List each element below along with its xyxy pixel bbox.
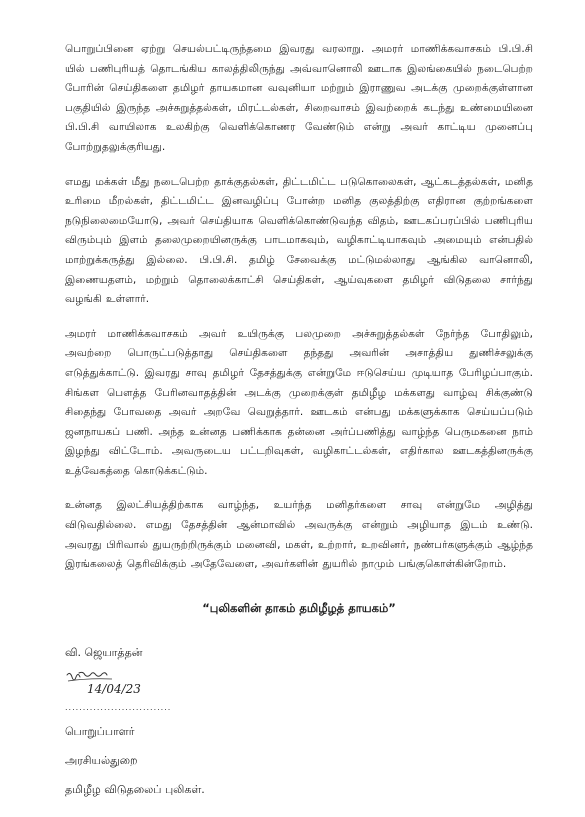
paragraph-4: உன்னத இலட்சியத்திற்காக வாழ்ந்த, உயர்ந்த மனிதர்களை சாவு என்றுமே அழித்து விடுவதில்லை. எமது தேசத்தின் ஆன்மாவில் அவருக்கு என்றும் அழியாத இடம் உண்டு. அவரது பிரிவால் துயருற்றிருக்கும் மனைவி, மகள், உற்றார், உறவினர், நண்பர்களுக்கும் ஆழ்ந்த இரங்கலைத் தெரிவிக்கும் அதேவேளை, அவர்களின் துயரில் நாமும் பங்குகொள்கின்றோம்.: [65, 499, 533, 571]
paragraph-3: அமரர் மாணிக்கவாசகம் அவர் உயிருக்கு பலமுறை அச்சுறுத்தல்கள் நேர்ந்த போதிலும், அவற்றை பொருட்படுத்தாது செய்திகளை தந்தது அவரின் அசாத்திய துணிச்சலுக்கு எடுத்துக்காட்டு. இவரது சாவு தமிழர் தேசத்துக்கு என்றுமே ஈடுசெய்ய முடியாத பேரிழப்பாகும். சிங்கள பௌத்த பேரினவாதத்தின் அடக்கு முறைக்குள் தமிழீழ மக்களது வாழ்வு சிக்குண்டு சிதைந்து போவதை அவர் அறவே வெறுத்தார். ஊடகம் என்பது மக்களுக்காக செய்யப்படும் ஜனநாயகப் பணி. அந்த உன்னத பணிக்காக தன்னை அர்ப்பணித்து வாழ்ந்த பெருமகனை நாம் இழந்து விட்டோம். அவருடைய பட்டறிவுகள், வழிகாட்டல்கள், எதிர்கால ஊடகத்தினருக்கு உத்வேகத்தை கொடுக்கட்டும்.: [65, 327, 533, 477]
signatory-name: வி. ஜெயாத்தன்: [65, 645, 143, 659]
signatory-organisation: தமிழீழ விடுதலைப் புலிகள்.: [65, 782, 205, 796]
signature-date: 14/04/23: [87, 681, 141, 696]
handwritten-signature: [65, 669, 145, 703]
signatory-department: அரசியல்துறை: [65, 753, 138, 767]
signatory-title: பொறுப்பாளர்: [65, 724, 135, 738]
signature-block: [65, 645, 533, 798]
motto: “புலிகளின் தாகம் தமிழீழத் தாயகம்”: [202, 600, 396, 615]
paragraph-1: பொறுப்பினை ஏற்று செயல்பட்டிருந்தமை இவரது வரலாறு. அமரர் மாணிக்கவாசகம் பி.பி.சி யில் பணிபுரியத் தொடங்கிய காலத்திலிருந்து அவ்வானொலி ஊடாக இலங்கையில் நடைபெற்ற போரின் செய்திகளை தமிழர் தாயகமான வவுனியா மற்றும் இராணுவ அடக்கு முறைக்குள்ளான பகுதியில் இருந்த அச்சுறுத்தல்கள், மிரட்டல்கள், சிறைவாசம் இவற்றைக் கடந்து உண்மையினை பி.பி.சி வாயிலாக உலகிற்கு வெளிக்கொணர வேண்டும் என்று அவர் காட்டிய முனைப்பு போற்றுதலுக்குரியது.: [65, 43, 533, 153]
paragraph-2: எமது மக்கள் மீது நடைபெற்ற தாக்குதல்கள், திட்டமிட்ட படுகொலைகள், ஆட்கடத்தல்கள், மனித உரிமை மீறல்கள், திட்டமிட்ட இனவழிப்பு போன்ற மனித குலத்திற்கு எதிரான குற்றங்களை நடுநிலைமையோடு, அவர் செய்தியாக வெளிக்கொண்டுவந்த விதம், ஊடகப்பரப்பில் பணிபுரிய விரும்பும் இளம் தலைமுறையினருக்கு பாடமாகவும், வழிகாட்டியாகவும் அமையும் என்பதில் மாற்றுக்கருத்து இல்லை. பி.பி.சி. தமிழ் சேவைக்கு மட்டுமல்லாது ஆங்கில வானொலி, இணையதளம், மற்றும் தொலைக்காட்சி செய்திகள், ஆய்வுகளை தமிழர் விடுதலை சார்ந்து வழங்கி உள்ளார்.: [65, 175, 533, 306]
signature-line: ..............................: [65, 702, 172, 712]
